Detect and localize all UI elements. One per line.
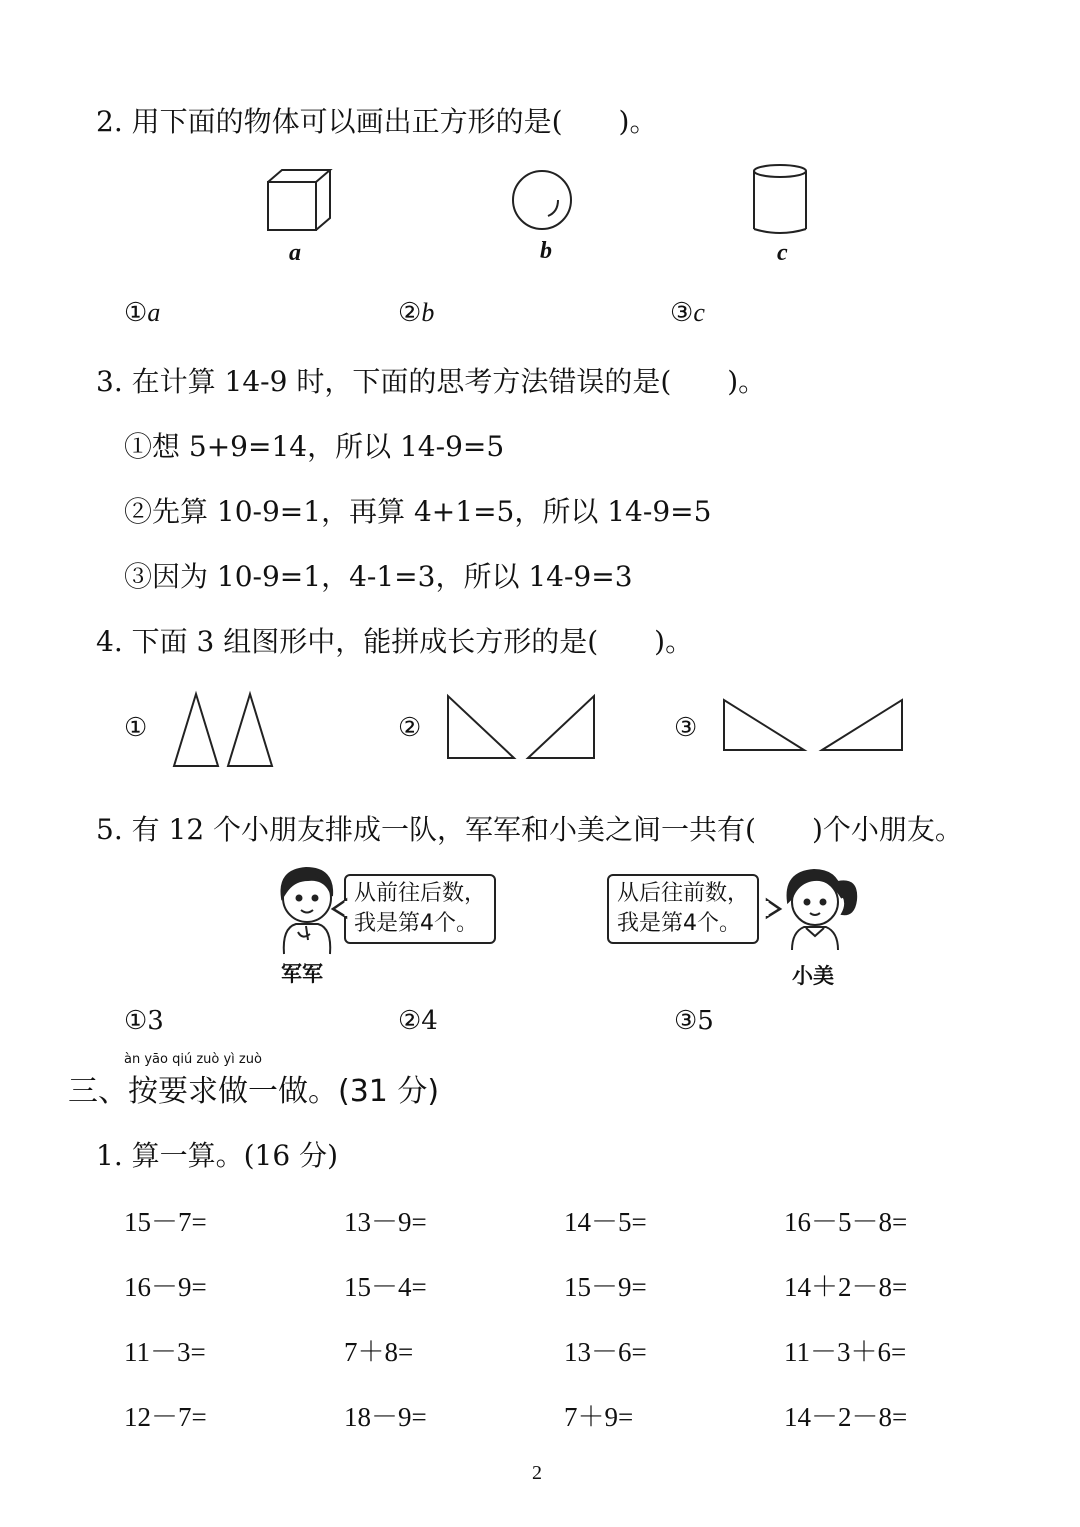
q4-option-mark-2[interactable]: ② <box>398 713 422 743</box>
bubble-tail-icon <box>767 900 781 918</box>
q3-option-1[interactable]: ①想 5+9=14，所以 14-9=5 <box>124 430 505 463</box>
calc-item[interactable]: 18－9= <box>344 1402 427 1432</box>
boy-bubble-line-1: 从前往后数， <box>354 881 487 906</box>
page-number: 2 <box>532 1462 542 1484</box>
calc-item[interactable]: 13－6= <box>564 1337 647 1367</box>
boy-name: 军军 <box>281 962 323 986</box>
option-mark: ② <box>398 298 422 328</box>
q2-option-3[interactable] <box>670 298 705 328</box>
calc-item[interactable]: 12－7= <box>124 1402 207 1432</box>
calc-item[interactable]: 7＋9= <box>564 1402 634 1432</box>
girl-bubble-line-2: 我是第4个。 <box>617 911 741 936</box>
section-pinyin: àn yāo qiú zuò yì zuò <box>124 1052 262 1067</box>
calc-item[interactable]: 16－5－8= <box>784 1207 908 1237</box>
option-text: a <box>147 298 161 327</box>
q5-option-3[interactable]: ③5 <box>674 1006 714 1036</box>
calc-item[interactable]: 16－9= <box>124 1272 207 1302</box>
calc-item[interactable]: 14＋2－8= <box>784 1272 908 1302</box>
q2-label-a: a <box>289 240 301 266</box>
q2-option-2[interactable] <box>398 298 434 328</box>
cylinder-icon <box>752 163 810 237</box>
isosceles-triangles-icon <box>172 692 276 768</box>
option-mark: ③ <box>670 298 694 328</box>
calc-item[interactable]: 11－3= <box>124 1337 206 1367</box>
calc-title: 1. 算一算。(16 分) <box>96 1139 338 1172</box>
calc-item[interactable]: 15－7= <box>124 1207 207 1237</box>
q4-question: 4. 下面 3 组图形中，能拼成长方形的是( )。 <box>96 625 694 658</box>
q2-question: 2. 用下面的物体可以画出正方形的是( )。 <box>96 105 658 138</box>
q2-label-c: c <box>777 240 788 266</box>
calc-item[interactable]: 11－3＋6= <box>784 1337 907 1367</box>
q5-option-1[interactable]: ①3 <box>124 1006 164 1036</box>
option-mark: ① <box>124 298 148 328</box>
calc-item[interactable]: 7＋8= <box>344 1337 414 1367</box>
calc-item[interactable]: 13－9= <box>344 1207 427 1237</box>
q2-label-b: b <box>540 238 552 264</box>
option-text: b <box>421 298 435 327</box>
calc-item[interactable]: 15－9= <box>564 1272 647 1302</box>
sphere-icon <box>510 170 576 232</box>
girl-name: 小美 <box>792 964 834 988</box>
q5-question: 5. 有 12 个小朋友排成一队，军军和小美之间一共有( )个小朋友。 <box>96 813 963 846</box>
q3-option-2[interactable]: ②先算 10-9=1，再算 4+1=5，所以 14-9=5 <box>124 495 712 528</box>
section-title: 三、按要求做一做。(31 分) <box>68 1074 440 1109</box>
calc-item[interactable]: 14－2－8= <box>784 1402 908 1432</box>
q5-option-2[interactable]: ②4 <box>398 1006 438 1036</box>
girl-icon <box>780 864 860 952</box>
calc-item[interactable]: 14－5= <box>564 1207 647 1237</box>
calc-item[interactable]: 15－4= <box>344 1272 427 1302</box>
obtuse-right-triangles-icon <box>722 698 906 754</box>
girl-bubble-line-1: 从后往前数， <box>617 881 750 906</box>
boy-bubble-line-2: 我是第4个。 <box>354 911 478 936</box>
boy-speech-bubble <box>344 874 496 944</box>
cube-icon <box>266 168 336 232</box>
q4-option-mark-3[interactable]: ③ <box>674 713 698 743</box>
q3-question: 3. 在计算 14-9 时，下面的思考方法错误的是( )。 <box>96 365 767 398</box>
girl-speech-bubble <box>607 874 759 944</box>
q2-option-1[interactable] <box>124 298 160 328</box>
right-triangles-icon <box>446 694 598 760</box>
q3-option-3[interactable]: ③因为 10-9=1，4-1=3，所以 14-9=3 <box>124 560 633 593</box>
option-text: c <box>693 298 705 327</box>
q4-option-mark-1[interactable]: ① <box>124 713 148 743</box>
bubble-tail-icon <box>333 900 347 918</box>
